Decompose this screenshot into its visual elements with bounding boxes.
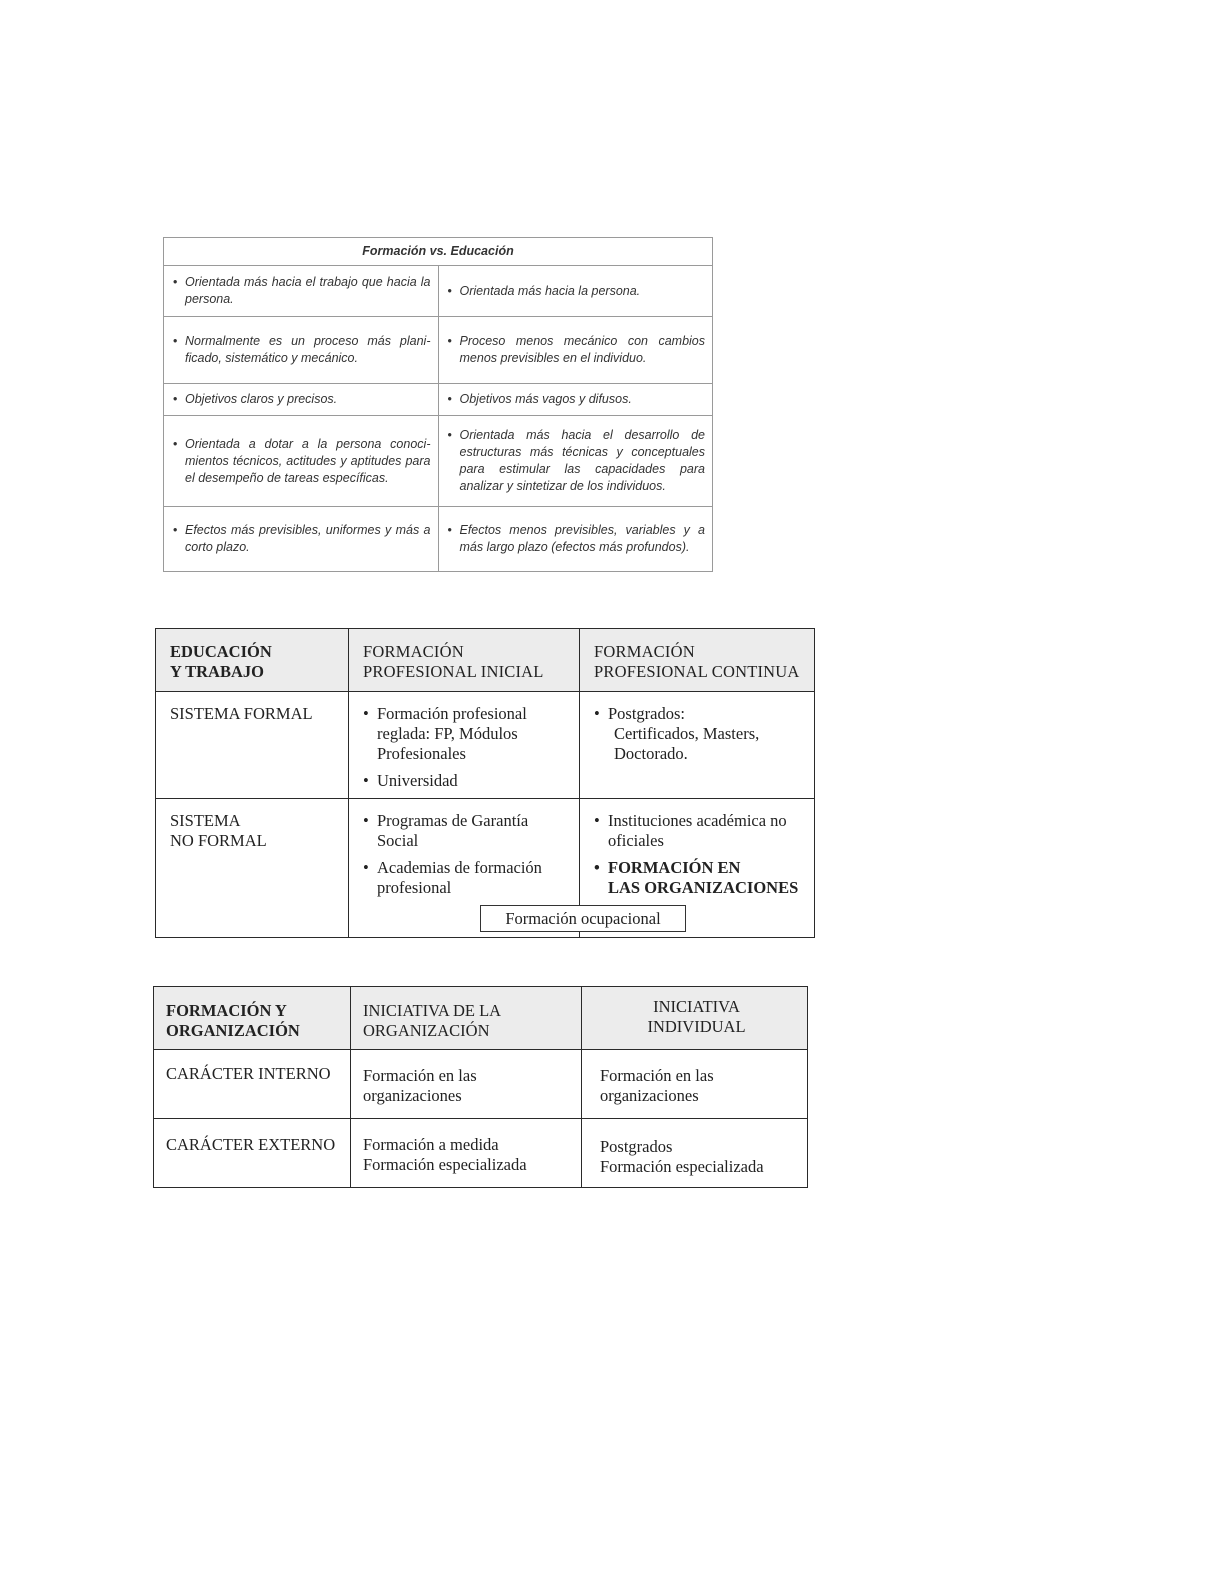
formacion-cell: • Objetivos claros y precisos. xyxy=(164,384,439,416)
bullet-icon: • xyxy=(173,334,178,348)
header-corner-cell: EDUCACIÓN Y TRABAJO xyxy=(156,629,349,692)
header-organizacion-cell: INICIATIVA DE LA ORGANIZACIÓN xyxy=(351,987,582,1050)
formacion-ocupacional-label: Formación ocupacional xyxy=(480,905,686,932)
header-individual-cell: INICIATIVA INDIVIDUAL xyxy=(582,987,808,1050)
table-header-row xyxy=(156,629,815,692)
row-label-cell: SISTEMA FORMAL xyxy=(156,692,349,799)
formacion-y-organizacion-table xyxy=(153,986,808,1188)
individual-cell: Postgrados Formación especializada xyxy=(582,1119,808,1188)
inicial-cell: • Formación profesional reglada: FP, Módulos Profesionales • Universidad xyxy=(349,692,580,799)
bullet-icon: • xyxy=(173,392,178,406)
header-corner-cell: FORMACIÓN Y ORGANIZACIÓN xyxy=(154,987,351,1050)
row-label-cell: CARÁCTER INTERNO xyxy=(154,1050,351,1119)
bullet-icon: • xyxy=(594,811,600,830)
formacion-vs-educacion-table xyxy=(163,237,713,572)
bullet-icon: • xyxy=(173,275,178,289)
table-title: Formación vs. Educación xyxy=(164,238,713,266)
formacion-cell: • Efectos más previsibles, uniformes y más a corto plazo. xyxy=(164,507,439,572)
formacion-cell: • Orientada más hacia el trabajo que hacia la persona. xyxy=(164,266,439,317)
bullet-icon: • xyxy=(447,283,452,298)
organizacion-cell: Formación en las organizaciones xyxy=(351,1050,582,1119)
continua-cell: • Instituciones académica no oficiales • FORMACIÓN EN LAS ORGANIZACIONES xyxy=(580,799,815,938)
bullet-icon: • xyxy=(363,811,369,830)
bullet-icon: • xyxy=(594,858,600,877)
row-label-cell: SISTEMA NO FORMAL xyxy=(156,799,349,938)
bullet-icon: • xyxy=(363,858,369,877)
bullet-icon: • xyxy=(363,771,369,790)
educacion-cell: • Orientada más hacia el desarrollo de estructuras más técnicas y conceptuales para estimular las capacidades para analizar y sintetizar de los individuos. xyxy=(438,416,713,507)
table-row xyxy=(154,1050,808,1119)
educacion-y-trabajo-table xyxy=(155,628,815,938)
bullet-icon: • xyxy=(173,436,178,451)
header-continua-cell: FORMACIÓN PROFESIONAL CONTINUA xyxy=(580,629,815,692)
bullet-icon: • xyxy=(447,392,452,406)
individual-cell: Formación en las organizaciones xyxy=(582,1050,808,1119)
header-inicial-cell: FORMACIÓN PROFESIONAL INICIAL xyxy=(349,629,580,692)
table-row xyxy=(164,317,713,384)
continua-cell: • Postgrados: Certificados, Masters, Doctorado. xyxy=(580,692,815,799)
table-row xyxy=(156,692,815,799)
bullet-icon: • xyxy=(363,704,369,723)
formacion-cell: • Orientada a dotar a la persona conocimientos técnicos, actitudes y aptitudes para el desempeño de tareas específicas. xyxy=(164,416,439,507)
table-row xyxy=(164,384,713,416)
inicial-cell: • Programas de Garantía Social • Academias de formación profesional xyxy=(349,799,580,938)
educacion-cell: • Proceso menos mecánico con cambios menos previsibles en el individuo. xyxy=(438,317,713,384)
row-label-cell: CARÁCTER EXTERNO xyxy=(154,1119,351,1188)
table-row xyxy=(164,416,713,507)
table-row xyxy=(154,1119,808,1188)
bullet-icon: • xyxy=(447,523,452,537)
educacion-cell: • Efectos menos previsibles, variables y a más largo plazo (efectos más profundos). xyxy=(438,507,713,572)
educacion-cell: • Objetivos más vagos y difusos. xyxy=(438,384,713,416)
bullet-icon: • xyxy=(447,428,452,442)
bullet-icon: • xyxy=(173,523,178,537)
bullet-icon: • xyxy=(594,704,600,723)
table-row xyxy=(164,507,713,572)
table-row xyxy=(164,266,713,317)
table-header-row xyxy=(154,987,808,1050)
formacion-cell: • Normalmente es un proceso más planificado, sistemático y mecánico. xyxy=(164,317,439,384)
bullet-icon: • xyxy=(447,334,452,348)
organizacion-cell: Formación a medida Formación especializada xyxy=(351,1119,582,1188)
educacion-cell: • Orientada más hacia la persona. xyxy=(438,266,713,317)
table-header-row xyxy=(164,238,713,266)
